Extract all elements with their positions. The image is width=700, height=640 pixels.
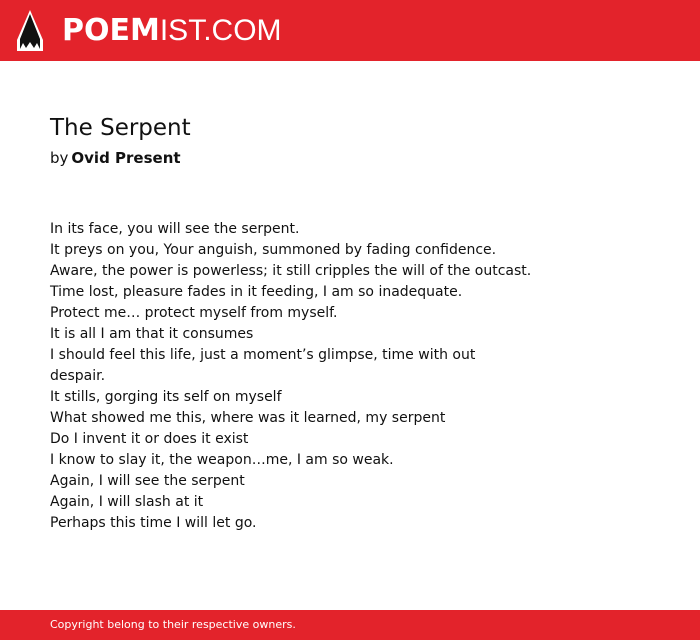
poem-title: The Serpent [50,115,191,141]
poem-line: Again, I will slash at it [50,494,204,510]
byline [50,149,181,167]
brand-strong-text: POEM [62,13,160,48]
poem-line: I should feel this life, just a moment’s glimpse, time with out [50,347,476,363]
poem-line: In its face, you will see the serpent. [50,221,300,237]
site-logo-link[interactable] [62,11,282,51]
poem-line: Perhaps this time I will let go. [50,515,257,531]
site-footer [0,610,700,640]
poem-line: It is all I am that it consumes [50,326,254,342]
poem-line: Aware, the power is powerless; it still cripples the will of the outcast. [50,263,532,279]
pencil-tip-icon[interactable] [16,10,44,52]
poem-line: Time lost, pleasure fades in it feeding, I am so inadequate. [50,284,463,300]
poem-line: I know to slay it, the weapon…me, I am so weak. [50,452,394,468]
by-label: by [50,149,69,167]
poem-line: Protect me… protect myself from myself. [50,305,338,321]
poem-line: despair. [50,368,106,384]
poem-line: It preys on you, Your anguish, summoned by fading confidence. [50,242,497,258]
brand-light-text: IST.COM [159,14,282,47]
poem-line: What showed me this, where was it learned, my serpent [50,410,446,426]
author-name: Ovid Present [71,149,181,167]
poem-body [50,219,530,534]
poem-line: It stills, gorging its self on myself [50,389,282,405]
poem-line: Again, I will see the serpent [50,473,245,489]
copyright-notice: Copyright belong to their respective owners. [50,618,296,631]
site-header [0,0,700,61]
poem-line: Do I invent it or does it exist [50,431,249,447]
